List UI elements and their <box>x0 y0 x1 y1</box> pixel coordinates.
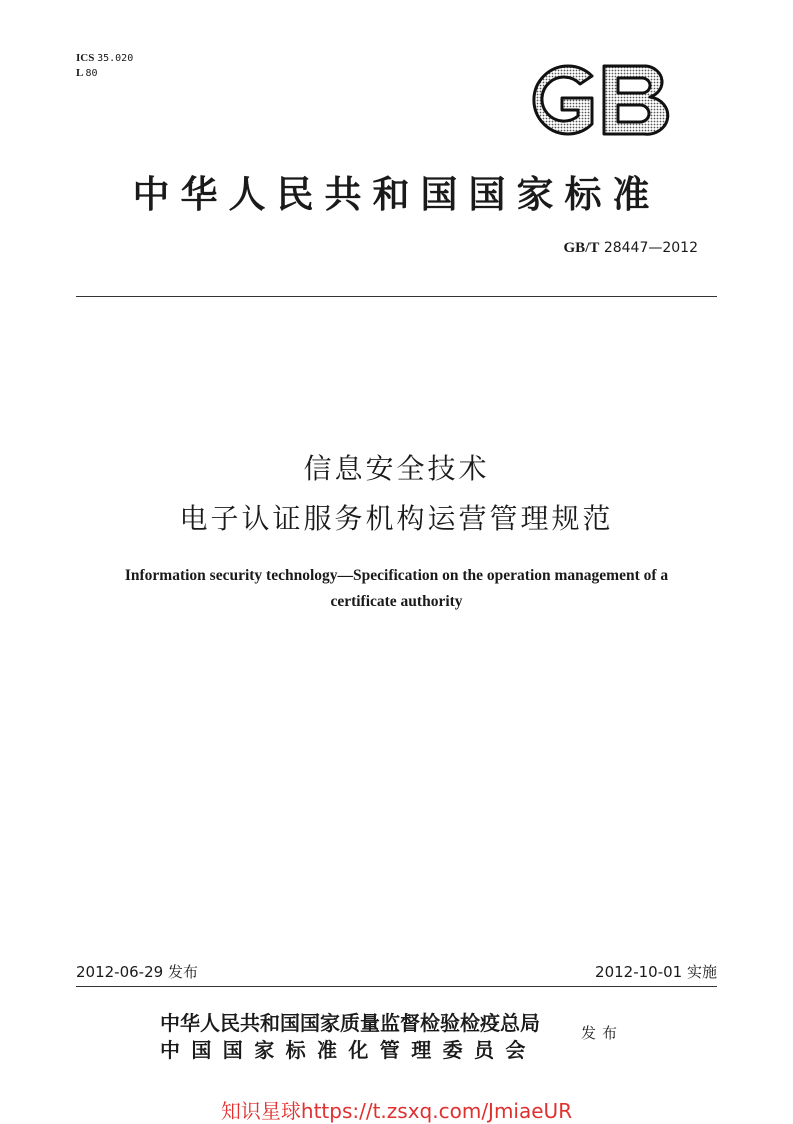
standard-number-prefix: GB/T <box>563 240 600 256</box>
top-divider <box>76 296 717 297</box>
ccs-code <box>76 66 133 81</box>
watermark-link[interactable]: 知识星球https://t.zsxq.com/JmiaeUR <box>220 1099 573 1123</box>
title-en-line1: Information security technology—Specification on the operation management of a <box>124 567 669 584</box>
issue-action: 发布 <box>581 1024 624 1042</box>
standard-number <box>564 240 698 257</box>
issuer-line1: 中华人民共和国国家质量监督检验检疫总局 <box>160 1011 540 1035</box>
standard-number-value: 28447—2012 <box>603 240 698 256</box>
gb-logo-icon <box>518 60 674 140</box>
standard-category-title: 中华人民共和国国家标准 <box>132 172 661 216</box>
ccs-value: 80 <box>85 68 98 79</box>
publish-date: 2012-06-29 发布 <box>76 963 198 981</box>
ics-label: ICS <box>76 52 95 64</box>
title-cn-line2: 电子认证服务机构运营管理规范 <box>179 502 614 535</box>
issuer-line2: 中国国家标准化管理委员会 <box>160 1038 537 1062</box>
title-en-line2: certificate authority <box>330 593 463 610</box>
bottom-divider <box>76 986 717 987</box>
ccs-label: L <box>76 67 83 79</box>
ics-value: 35.020 <box>97 53 134 64</box>
ics-code <box>76 51 133 66</box>
classification-codes <box>76 51 133 81</box>
implement-date: 2012-10-01 实施 <box>595 963 717 981</box>
title-cn-line1: 信息安全技术 <box>303 452 490 485</box>
